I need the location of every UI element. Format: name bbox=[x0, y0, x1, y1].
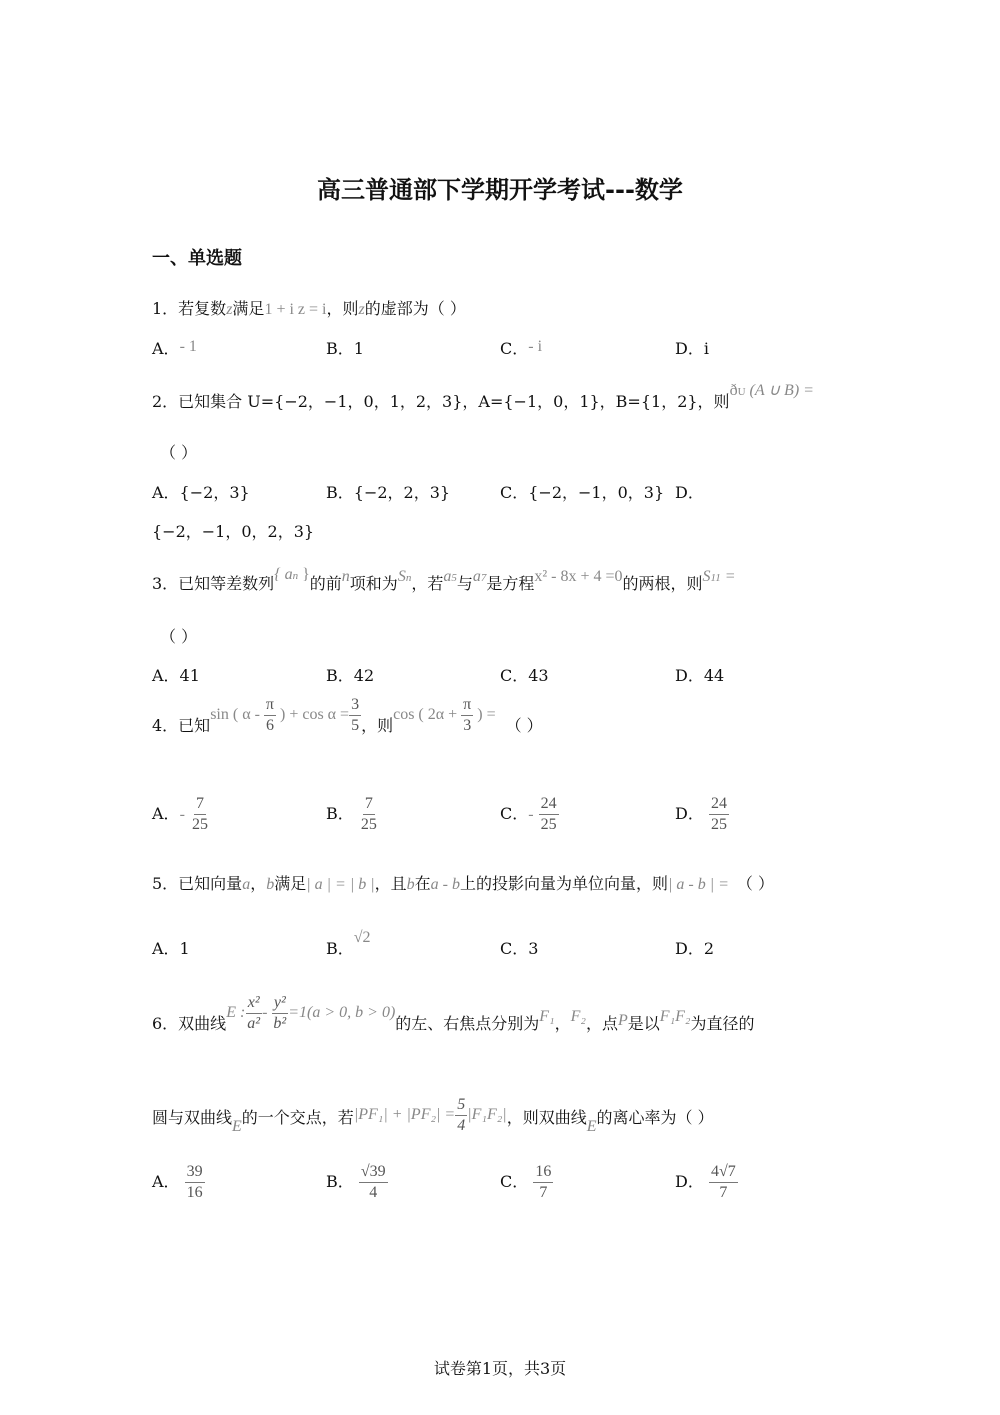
q6-option-d: D． $\frac{4√7}{7}$ bbox=[675, 1163, 736, 1201]
q3-option-b: B．42 bbox=[326, 666, 375, 685]
question-4: 4．已知sin ( α - $\frac{\pi}{6}$ ) + cos α = $\frac{3}{5}$ ，则cos ( 2α + $\frac{\pi}{3}$ ) =（ ） bbox=[152, 695, 543, 735]
q6-option-c: C． $\frac{16}{7}$ bbox=[500, 1163, 552, 1201]
q6-option-a: A． $\frac{39}{16}$ bbox=[152, 1163, 203, 1201]
q1-expr: 1 + i z = i bbox=[264, 301, 327, 318]
page-title: 高三普通部下学期开学考试---数学 bbox=[317, 176, 683, 204]
q3-option-a: A．41 bbox=[152, 666, 200, 685]
q2-option-d: D． bbox=[675, 483, 704, 502]
q2-option-a: A．{−2，3} bbox=[152, 483, 250, 502]
question-1 bbox=[152, 297, 466, 322]
q1-option-c: C．- i bbox=[500, 338, 543, 358]
q3-equation: x² - 8x + 4 =0 bbox=[534, 568, 623, 585]
q1-option-a: A．- 1 bbox=[152, 338, 197, 358]
q4-option-a: A．- $\frac{7}{25}$ bbox=[152, 795, 208, 833]
q1-text-post: ，则 bbox=[326, 299, 359, 318]
q6-expr: |PF₁| + |PF₂| = $\frac{5}{4}$ |F₁F₂| bbox=[353, 1095, 507, 1134]
q1-option-d: D．i bbox=[675, 339, 709, 358]
q2-option-d-value: {−2，−1，0，2，3} bbox=[152, 522, 315, 541]
q3-option-c: C．43 bbox=[500, 666, 549, 685]
question-6: 6．双曲线E : $\frac{\text{x²}}{\text{a²}}$ - $\frac{\text{y²}}{\text{b²}}$ =1(a > 0, b > 0)的左、右焦点分别为F₁，F₂，点P是以F₁F₂为直径的 bbox=[152, 993, 755, 1033]
section-heading: 一、单选题 bbox=[152, 248, 242, 269]
q3-paren: （ ） bbox=[160, 627, 198, 646]
q5-option-b: B．√2 bbox=[326, 929, 371, 958]
question-5: 5．已知向量a，b满足| a | = | b |，且b在a - b上的投影向量为单位向量，则| a - b | = （ ） bbox=[152, 874, 774, 893]
q2-paren: （ ） bbox=[160, 443, 198, 462]
q2-option-c: C．{−2，−1，0，3} bbox=[500, 483, 665, 502]
q6-hyperbola: E : $\frac{\text{x²}}{\text{a²}}$ - $\frac{\text{y²}}{\text{b²}}$ =1(a > 0, b > 0) bbox=[226, 993, 396, 1032]
q2-complement: ðU (A ∪ B) = bbox=[729, 382, 814, 399]
q5-option-d: D．2 bbox=[675, 939, 715, 958]
question-2 bbox=[152, 382, 814, 416]
q1-option-b: B．1 bbox=[326, 339, 364, 358]
q4-option-b: B． $\frac{7}{25}$ bbox=[326, 795, 377, 833]
q1-text-tail: 的虚部为（ ） bbox=[364, 299, 466, 318]
q5-option-a: A．1 bbox=[152, 939, 190, 958]
q4-sin-expr: sin ( α - $\frac{\pi}{6}$ ) + cos α = $\frac{3}{5}$ bbox=[210, 695, 360, 734]
q2-option-b: B．{−2，2，3} bbox=[326, 483, 451, 502]
q1-var2: z bbox=[358, 301, 365, 318]
q3-seq: { an } bbox=[274, 566, 310, 583]
q2-text: 2．已知集合 U={−2，−1，0，1，2，3}，A={−1，0，1}，B={1，2}，则 bbox=[152, 392, 730, 411]
q4-cos-expr: cos ( 2α + $\frac{\pi}{3}$ ) = bbox=[393, 695, 496, 734]
q5-condition: | a | = | b | bbox=[306, 876, 375, 893]
q5-option-c: C．3 bbox=[500, 939, 539, 958]
q4-option-d: D． $\frac{24}{25}$ bbox=[675, 795, 727, 833]
q1-var: z bbox=[226, 301, 233, 318]
q6-option-b: B． $\frac{√39}{4}$ bbox=[326, 1163, 386, 1201]
q3-option-d: D．44 bbox=[675, 666, 725, 685]
question-3: 3．已知等差数列{ an }的前n项和为Sn，若a5与a7是方程x² - 8x + 4 =0的两根，则S11 = bbox=[152, 566, 736, 593]
question-6-line-2: 圆与双曲线E的一个交点，若|PF₁| + |PF₂| = $\frac{5}{4}$ |F₁F₂|，则双曲线E的离心率为（ ） bbox=[152, 1095, 714, 1135]
q1-text: 1．若复数 bbox=[152, 299, 227, 318]
q4-option-c: C．- $\frac{24}{25}$ bbox=[500, 795, 557, 833]
q5-expr: | a - b | = bbox=[667, 876, 729, 893]
q1-text-mid: 满足 bbox=[232, 299, 265, 318]
page-footer: 试卷第1页，共3页 bbox=[433, 1359, 567, 1378]
